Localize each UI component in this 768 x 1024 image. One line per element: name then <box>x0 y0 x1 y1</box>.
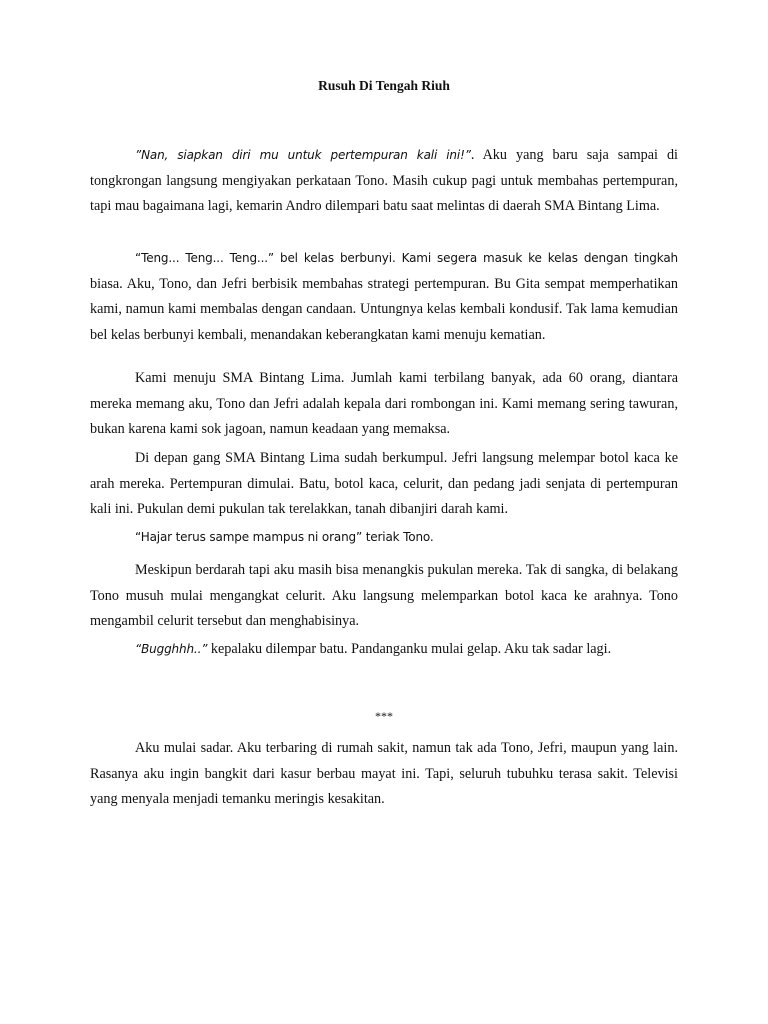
paragraph-8-text: Aku mulai sadar. Aku terbaring di rumah sakit, namun tak ada Tono, Jefri, maupun yang lain. Rasanya aku ingin bangkit dari kasur berbau mayat ini. Tapi, seluruh tubuhku terasa sakit. Televisi yang menyala menjadi temanku meringis kesakitan. <box>90 740 678 808</box>
paragraph-3 <box>90 366 678 443</box>
section-separator: *** <box>375 709 393 723</box>
paragraph-2-text: biasa. Aku, Tono, dan Jefri berbisik membahas strategi pertempuran. Bu Gita sempat memperhatikan kami, namun kami membalas dengan candaan. Untungnya kelas kembali kondusif. Tak lama kemudian bel kelas berbunyi kembali, menandakan keberangkatan kami menuju kematian. <box>90 275 678 343</box>
paragraph-1-quote: ”Nan, siapkan diri mu untuk pertempuran kali ini!” <box>135 148 471 162</box>
paragraph-1-text: . Aku yang baru saja sampai di tongkrongan langsung mengiyakan perkataan Tono. Masih cukup pagi untuk membahas pertempuran, tapi mau bagaimana lagi, kemarin Andro dilempari batu saat melintas di daerah SMA Bintang Lima. <box>90 147 679 215</box>
paragraph-6 <box>90 558 678 635</box>
paragraph-2-lead: “Teng... Teng... Teng...” bel kelas berbunyi. Kami segera masuk ke kelas dengan tingkah <box>135 251 678 265</box>
document-title: Rusuh Di Tengah Riuh <box>318 78 450 93</box>
paragraph-8 <box>90 736 678 813</box>
paragraph-4-text: Di depan gang SMA Bintang Lima sudah berkumpul. Jefri langsung melempar botol kaca ke arah mereka. Pertempuran dimulai. Batu, botol kaca, celurit, dan pedang jadi senjata di pertempuran kali ini. Pukulan demi pukulan tak terelakkan, tanah dibanjiri darah kami. <box>90 450 678 518</box>
paragraph-1 <box>90 143 678 220</box>
paragraph-4 <box>90 446 678 523</box>
paragraph-3-text: Kami menuju SMA Bintang Lima. Jumlah kami terbilang banyak, ada 60 orang, diantara mereka memang aku, Tono dan Jefri adalah kepala dari rombongan ini. Kami memang sering tawuran, bukan karena kami sok jagoan, namun keadaan yang memaksa. <box>90 370 678 438</box>
paragraph-5 <box>90 525 678 551</box>
paragraph-7 <box>90 637 678 663</box>
paragraph-2 <box>90 246 678 348</box>
paragraph-5-text: “Hajar terus sampe mampus ni orang” teriak Tono. <box>135 530 434 544</box>
paragraph-7-text: kepalaku dilempar batu. Pandanganku mulai gelap. Aku tak sadar lagi. <box>207 641 612 657</box>
paragraph-6-text: Meskipun berdarah tapi aku masih bisa menangkis pukulan mereka. Tak di sangka, di belakang Tono musuh mulai mengangkat celurit. Aku langsung melemparkan botol kaca ke arahnya. Tono mengambil celurit tersebut dan menghabisinya. <box>90 562 678 630</box>
paragraph-7-quote: “Bugghhh..” <box>135 642 208 656</box>
